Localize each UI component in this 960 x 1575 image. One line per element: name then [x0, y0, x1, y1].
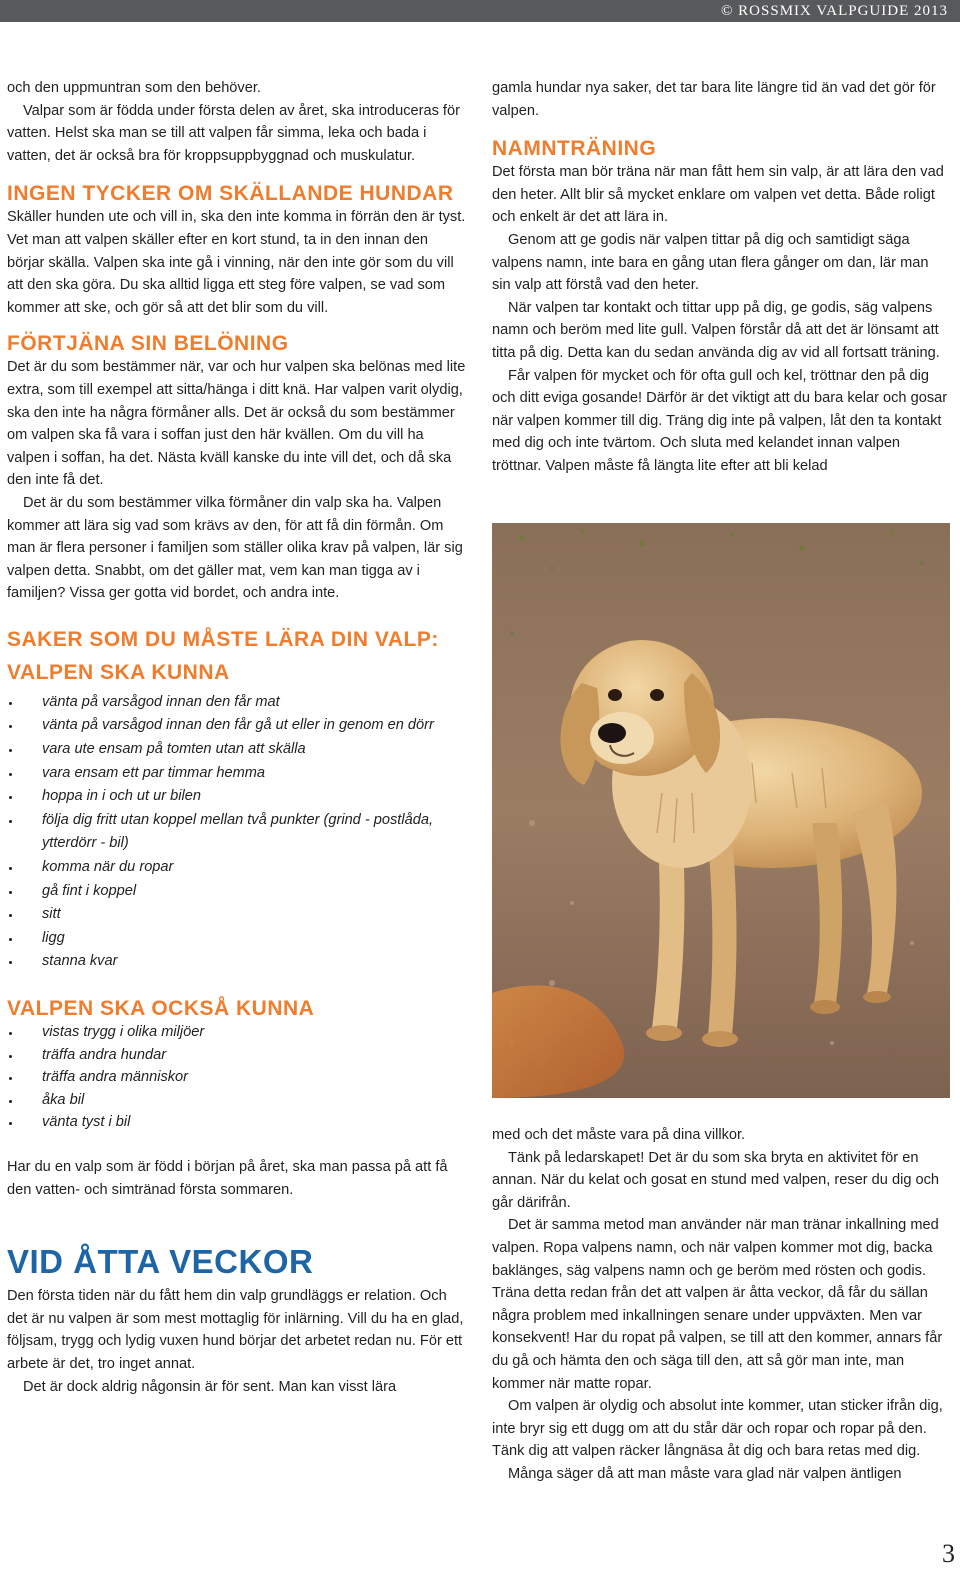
barking-text: Skäller hunden ute och vill in, ska den inte komma in förrän den är tyst. Vet man att valpen skäller efter en kort stund, ta in den innan den börjar skälla. Valpen ska inte gå i vinning, när den inte gör som du vill att den ska göra. Du ska alltid ligga ett steg före valpen, se vad som kommer att ske, och gör så att det blir som du vill.: [7, 209, 466, 316]
list-item: träffa andra hundar: [7, 1044, 469, 1067]
list-item: stanna kvar: [7, 950, 469, 974]
must-know-list: [7, 691, 469, 974]
intro-paragraph: Valpar som är födda under första delen av året, ska introduceras för vatten. Helst ska man se till att valpen får simma, leka och bada i vatten, det är också bra för kroppsuppbyggnad och muskulatur.: [7, 102, 460, 164]
naming-text-2: Genom att ge godis när valpen tittar på dig och samtidigt säga valpens namn, inte bara en gång utan flera gånger om dan, lär man sin valp att förstå vad den heter.: [492, 231, 929, 294]
header-copyright: © ROSSMIX VALPGUIDE 2013: [721, 3, 948, 19]
list-item: vistas trygg i olika miljöer: [7, 1021, 469, 1044]
list-item: vara ensam ett par timmar hemma: [7, 762, 469, 786]
list-item: ligg: [7, 927, 469, 951]
list-item: vänta tyst i bil: [7, 1111, 469, 1134]
naming-text-3: När valpen tar kontakt och tittar upp på dig, ge godis, säg valpens namn och beröm med lite gull. Valpen förstår då att det är lönsamt att titta på dig. Detta kan du sedan använda dig av vid all fortsatt träning.: [492, 299, 940, 361]
right-column-top: [492, 77, 950, 478]
after-photo-5: Många säger då att man måste vara glad när valpen äntligen: [508, 1465, 902, 1482]
heading-eight-weeks: VID ÅTTA VECKOR: [7, 1243, 314, 1281]
list-item: vara ute ensam på tomten utan att skälla: [7, 738, 469, 762]
after-photo-2: Tänk på ledarskapet! Det är du som ska bryta en aktivitet för en annan. När du kelat och gosat en stund med valpen, reser du dig och går därifrån.: [492, 1149, 940, 1211]
list-item: följa dig fritt utan koppel mellan två punkter (grind - postlåda, ytterdörr - bil): [7, 809, 469, 856]
left-column: [7, 77, 469, 1398]
heading-teach: SAKER SOM DU MÅSTE LÄRA DIN VALP:: [7, 627, 439, 651]
list-item: sitt: [7, 903, 469, 927]
heading-naming: NAMNTRÄNING: [492, 137, 657, 161]
after-photo-4: Om valpen är olydig och absolut inte kommer, utan sticker ifrån dig, inte bryr sig ett dugg om att du står där och ropar och ropar på den. Tänk dig att valpen räcker långnäsa åt dig och bara retas med dig.: [492, 1398, 943, 1460]
reward-text-1: Det är du som bestämmer när, var och hur valpen ska belönas med lite extra, som till exempel att sitta/hänga i ditt knä. Har valpen varit olydig, ska den inte ha några förmåner alls. Det är också du som bestämmer om valpen ska få vara i soffan just den här kvällen. Om du vill ha valpen i soffan, ha det. Nästa kväll kanske du inte vill det, och då ska den inte få det.: [7, 359, 466, 489]
puppy-photo: [492, 523, 950, 1098]
page-header: [0, 0, 960, 22]
page-number: 3: [942, 1539, 955, 1568]
list-item: komma när du ropar: [7, 856, 469, 880]
eight-weeks-text-2: Det är dock aldrig någonsin är för sent. Man kan visst lära: [23, 1378, 397, 1395]
list-item: vänta på varsågod innan den får mat: [7, 691, 469, 715]
list-item: träffa andra människor: [7, 1066, 469, 1089]
after-photo-1: med och det måste vara på dina villkor.: [492, 1127, 746, 1143]
right-column-bottom: [492, 1124, 950, 1486]
also-know-list: [7, 1021, 469, 1134]
reward-text-2: Det är du som bestämmer vilka förmåner din valp ska ha. Valpen kommer att lära sig vad som krävs av den, för att få din förmån. Om man är flera personer i familjen som ställer olika krav på valpen, lär sig valpen detta. Snabbt, om det gäller mat, vem kan man tigga av i familjen? Vissa ger gotta vid bordet, och andra inte.: [7, 494, 463, 602]
naming-text-4: Får valpen för mycket och för ofta gull och kel, tröttnar den på dig och ditt eviga gosande! Därför är det viktigt att du bara kelar och gosar när valpen kommer till dig. Träng dig inte på valpen, låt den ta kontakt med dig och inte tvärtom. Och sluta med kelandet innan valpen tröttnar. Valpen måste få längta lite efter att bli kelad: [492, 367, 948, 474]
list-item: vänta på varsågod innan den får gå ut eller in genom en dörr: [7, 714, 469, 738]
heading-reward: FÖRTJÄNA SIN BELÖNING: [7, 332, 289, 356]
heading-must-know: VALPEN SKA KUNNA: [7, 660, 230, 684]
after-photo-3: Det är samma metod man använder när man tränar inkallning med valpen. Ropa valpens namn, och när valpen kommer mot dig, backa baklänges, säg valpens namn och ge beröm med rösten och godis. Träna detta redan från det att valpen är åtta veckor, då får du sällan några problem med inkallningen senare under uppväxten. Men var konsekvent! Har du ropat på valpen, se till att den kommer, annars får du gå och hämta den och säga till den, att så gör man inte, man kommer när matte ropar.: [492, 1217, 943, 1392]
puppy-illustration: [492, 523, 950, 1098]
right-intro: gamla hundar nya saker, det tar bara lite längre tid än vad det gör för valpen.: [492, 80, 936, 119]
eight-weeks-text-1: Den första tiden när du fått hem din valp grundläggs er relation. Och det är nu valpen är som mest mottaglig för inlärning. Vill du ha en glad, följsam, trygg och lydig vuxen hund börjar det arbetet redan nu. För ett arbete är det, tro inget annat.: [7, 1288, 464, 1372]
list-item: gå fint i koppel: [7, 880, 469, 904]
heading-barking: INGEN TYCKER OM SKÄLLANDE HUNDAR: [7, 182, 454, 206]
list-item: åka bil: [7, 1089, 469, 1112]
list-item: hoppa in i och ut ur bilen: [7, 785, 469, 809]
heading-also-know: VALPEN SKA OCKSÅ KUNNA: [7, 997, 315, 1020]
also-after-text: Har du en valp som är född i början på året, ska man passa på att få den vatten- och simtränad första sommaren.: [7, 1158, 448, 1198]
intro-line: och den uppmuntran som den behöver.: [7, 80, 261, 96]
naming-text-1: Det första man bör träna när man fått hem sin valp, är att lära den vad den heter. Allt blir så mycket enklare om valpen vet detta. Både roligt och enkelt är det att lära in.: [492, 164, 944, 226]
